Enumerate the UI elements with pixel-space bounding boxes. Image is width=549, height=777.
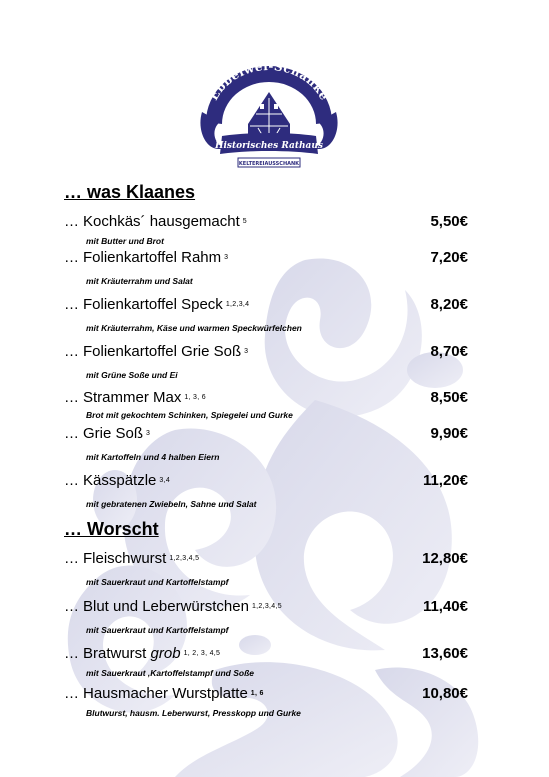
menu-item — [64, 389, 474, 429]
item-description: mit Butter und Brot — [86, 236, 164, 246]
section-heading-worscht: … Worscht — [64, 519, 159, 539]
item-price: 12,80€ — [422, 550, 468, 567]
item-dots: … — [64, 343, 79, 360]
item-name: Kochkäs´ hausgemacht — [83, 213, 240, 230]
menu-item — [64, 213, 474, 253]
item-allergens: 3 — [224, 254, 229, 262]
item-allergens: 1, 2, 3, 4,5 — [183, 650, 221, 658]
item-allergens: 5 — [242, 218, 247, 226]
menu-item — [64, 343, 474, 383]
item-description: mit Kräuterrahm, Käse und warmen Speckwürfelchen — [86, 323, 302, 333]
item-price: 11,40€ — [422, 598, 468, 615]
item-price: 8,20€ — [430, 296, 468, 313]
menu-item — [64, 550, 474, 590]
menu-item — [64, 472, 474, 512]
menu-item — [64, 425, 474, 465]
item-dots: … — [64, 472, 79, 489]
item-dots: … — [64, 425, 79, 442]
item-name: Strammer Max — [83, 389, 182, 406]
item-name: Bratwurst — [83, 645, 147, 662]
item-allergens: 1,2,3,4,5 — [169, 555, 200, 563]
item-dots: … — [64, 645, 79, 662]
item-allergens: 1, 3, 6 — [184, 394, 206, 402]
item-dots: … — [64, 389, 79, 406]
item-dots: … — [64, 249, 79, 266]
item-description: mit Sauerkraut und Kartoffelstampf — [86, 577, 229, 587]
logo-subtext: KELTEREIAUSSCHANK — [238, 161, 300, 167]
item-price: 11,20€ — [422, 472, 468, 489]
item-name-italic: grob — [150, 645, 181, 662]
item-name: Fleischwurst — [83, 550, 167, 567]
item-name: Folienkartoffel Speck — [83, 296, 223, 313]
item-allergens: 3 — [146, 430, 151, 438]
menu-item — [64, 645, 474, 685]
item-description: Brot mit gekochtem Schinken, Spiegelei und Gurke — [86, 410, 293, 420]
item-description: mit Kräuterrahm und Salat — [86, 276, 193, 286]
item-dots: … — [64, 598, 79, 615]
item-price: 8,50€ — [430, 389, 468, 406]
house-icon — [248, 92, 290, 140]
item-description: mit Kartoffeln und 4 halben Eiern — [86, 452, 220, 462]
logo-emblem — [198, 62, 340, 170]
item-allergens: 1,2,3,4 — [225, 301, 250, 309]
item-allergens: 3 — [244, 348, 249, 356]
item-dots: … — [64, 296, 79, 313]
item-name: Grie Soß — [83, 425, 144, 442]
item-price: 13,60€ — [422, 645, 468, 662]
section-heading-was-klaanes: … was Klaanes — [64, 182, 196, 202]
menu-item — [64, 249, 474, 289]
item-allergens: 1, 6 — [250, 690, 264, 698]
menu-item — [64, 598, 474, 638]
menu-item — [64, 296, 474, 336]
item-allergens: 1,2,3,4,5 — [251, 603, 282, 611]
item-name: Folienkartoffel Rahm — [83, 249, 222, 266]
item-price: 8,70€ — [430, 343, 468, 360]
item-dots: … — [64, 550, 79, 567]
item-description: mit Sauerkraut ,Kartoffelstampf und Soße — [86, 668, 254, 678]
menu-item — [64, 685, 474, 725]
item-description: Blutwurst, hausm. Leberwurst, Presskopp und Gurke — [86, 708, 301, 718]
item-description: mit Grüne Soße und Ei — [86, 370, 178, 380]
item-price: 10,80€ — [422, 685, 468, 702]
item-price: 5,50€ — [430, 213, 468, 230]
item-allergens: 3,4 — [159, 477, 171, 485]
item-name: Hausmacher Wurstplatte — [83, 685, 248, 702]
item-description: mit gebratenen Zwiebeln, Sahne und Salat — [86, 499, 257, 509]
item-description: mit Sauerkraut und Kartoffelstampf — [86, 625, 229, 635]
item-name: Kässpätzle — [83, 472, 157, 489]
item-dots: … — [64, 213, 79, 230]
logo-script-text: Historisches Rathaus — [215, 141, 323, 151]
logo-arc-text: Ebbelwei-Schänke — [206, 62, 332, 103]
item-price: 9,90€ — [430, 425, 468, 442]
item-name: Blut und Leberwürstchen — [83, 598, 249, 615]
item-dots: … — [64, 685, 79, 702]
logo — [198, 62, 340, 170]
item-name: Folienkartoffel Grie Soß — [83, 343, 242, 360]
item-price: 7,20€ — [430, 249, 468, 266]
